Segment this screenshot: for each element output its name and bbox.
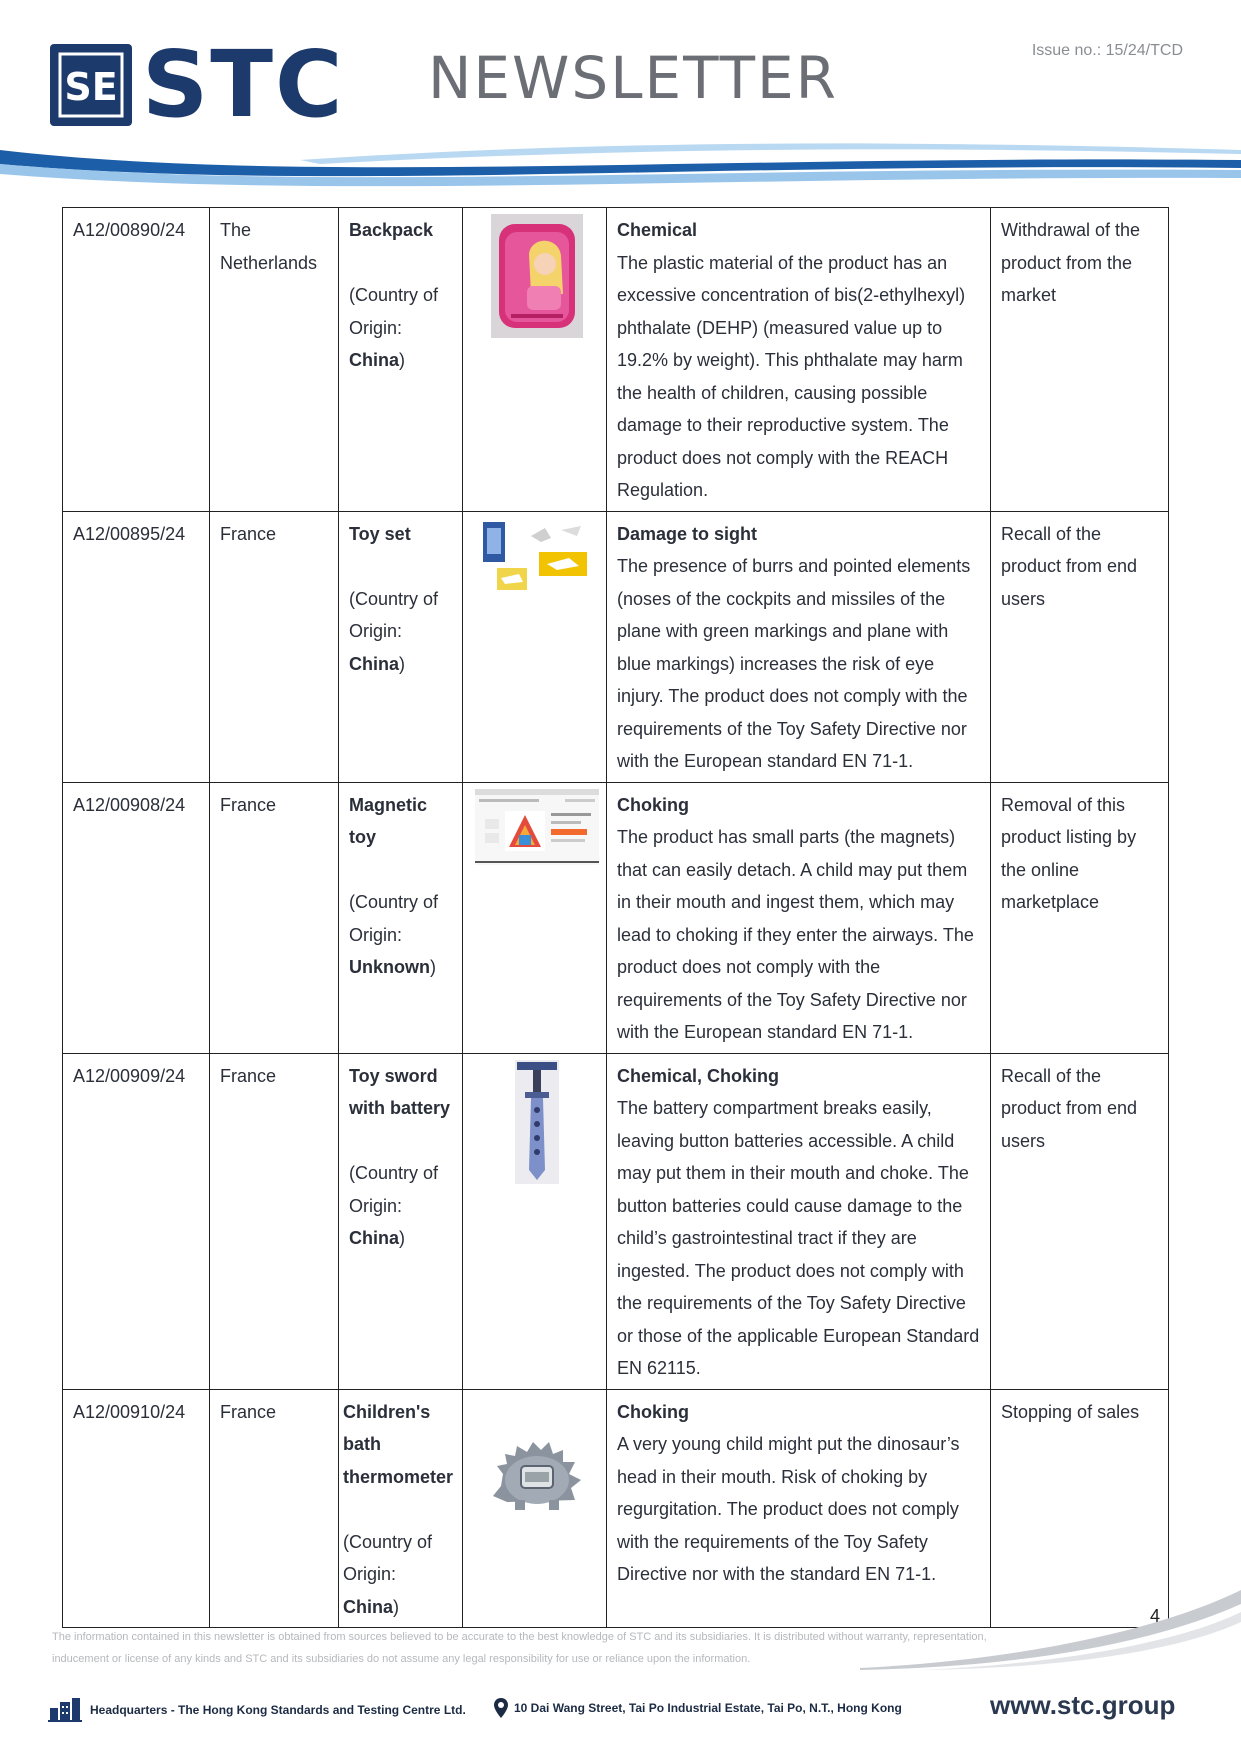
- product-image-cell: [463, 1389, 607, 1628]
- product-cell: [339, 1053, 463, 1389]
- table-row: [63, 511, 1169, 782]
- origin-suffix: ): [430, 957, 436, 977]
- hazard-description: The battery compartment breaks easily, leaving button batteries accessible. A child may put them in their mouth and choke. The button batteries could cause damage to the child’s gastrointestinal tract if they are ingested. The product does not comply with the requirements of the Toy Safety Directive or those of the applicable European Standard EN 62115.: [617, 1098, 980, 1378]
- measure-taken: Withdrawal of the product from the market: [991, 208, 1169, 512]
- notification-number: A12/00895/24: [63, 511, 210, 782]
- hazard-type: Chemical: [617, 220, 698, 240]
- measure-taken: Recall of the product from end users: [991, 511, 1169, 782]
- product-cell: [339, 511, 463, 782]
- origin-suffix: ): [393, 1596, 400, 1617]
- notifying-country: France: [210, 782, 339, 1053]
- notification-number: A12/00890/24: [63, 208, 210, 512]
- hazard-description: The product has small parts (the magnets) that can easily detach. A child may put them in their mouth and ingest them, which may lead to choking if they enter the airways. The product does not comply with the requirements of the Toy Safety Directive nor with the European standard EN 71-1.: [617, 827, 974, 1042]
- product-image-cell: [463, 782, 607, 1053]
- product-image-cell: [463, 511, 607, 782]
- origin-country: China: [349, 653, 400, 674]
- hazard-type: Choking: [617, 1401, 689, 1422]
- origin-suffix: ): [399, 653, 406, 674]
- notification-number: A12/00908/24: [63, 782, 210, 1053]
- origin-prefix: (Country of Origin:: [349, 1163, 439, 1216]
- product-name: Toy sword with battery: [349, 1065, 451, 1118]
- measure-taken: Stopping of sales: [991, 1389, 1169, 1628]
- publication-title: NEWSLETTER: [428, 44, 838, 112]
- origin-prefix: (Country of Origin:: [349, 892, 439, 945]
- page-number: 4: [1150, 1606, 1161, 1626]
- table-row: [63, 782, 1169, 1053]
- hazard-description: A very young child might put the dinosaur’s head in their mouth. Risk of choking by regurgitation. The product does not comply with the requirements of the Toy Safety Directive nor with the standard EN 71-1.: [617, 1434, 960, 1584]
- product-name: Backpack: [349, 220, 434, 240]
- notification-number: A12/00910/24: [63, 1389, 210, 1628]
- online-listing-screenshot-icon: [475, 789, 599, 865]
- hazard-description: The plastic material of the product has an excessive concentration of bis(2-ethylhexyl) phthalate (DEHP) (measured value up to 19.2% by weight). This phthalate may harm the health of children, causing possible damage to their reproductive system. The product does not comply with the REACH Regulation.: [617, 252, 966, 500]
- header-swoosh-decoration: [0, 130, 1241, 200]
- hazard-description: The presence of burrs and pointed elements (noses of the cockpits and missiles of the plane with green markings and plane with blue markings) increases the risk of eye injury. The product does not comply with the requirements of the Toy Safety Directive nor with the European standard EN 71-1.: [617, 556, 971, 771]
- origin-suffix: ): [399, 350, 406, 370]
- notifying-country: The Netherlands: [210, 208, 339, 512]
- notification-number: A12/00909/24: [63, 1053, 210, 1389]
- toy-plane-set-photo-icon: [479, 518, 595, 598]
- product-cell: [339, 1389, 463, 1628]
- recall-table: [62, 207, 1169, 1628]
- building-icon: [48, 1698, 82, 1722]
- address-text: 10 Dai Wang Street, Tai Po Industrial Estate, Tai Po, N.T., Hong Kong: [514, 1701, 902, 1715]
- product-image-cell: [463, 208, 607, 512]
- website-link[interactable]: www.stc.group: [990, 1690, 1176, 1720]
- origin-prefix: (Country of Origin:: [343, 1531, 433, 1584]
- origin-country: China: [349, 350, 400, 370]
- hazard-type: Damage to sight: [617, 523, 758, 544]
- stc-logo-mark-icon: [50, 44, 132, 126]
- measure-taken: Recall of the product from end users: [991, 1053, 1169, 1389]
- origin-prefix: (Country of Origin:: [349, 285, 439, 338]
- origin-prefix: (Country of Origin:: [349, 588, 439, 641]
- disclaimer-text: The information contained in this newsletter is obtained from sources believed to be accurate to the best knowledge of STC and its subsidiaries. It is distributed without warranty, representation, inducement or license of any kinds and STC and its subsidiaries do not assume any legal responsibility for use or reliance upon the information.: [52, 1631, 987, 1665]
- product-cell: [339, 208, 463, 512]
- notifying-country: France: [210, 511, 339, 782]
- headquarters-text: Headquarters - The Hong Kong Standards and Testing Centre Ltd.: [90, 1703, 466, 1717]
- notifying-country: France: [210, 1053, 339, 1389]
- product-cell: [339, 782, 463, 1053]
- product-name: Toy set: [349, 523, 411, 544]
- headquarters-label: [48, 1698, 466, 1722]
- table-row: [63, 208, 1169, 512]
- product-name: Magnetic toy: [349, 794, 428, 847]
- product-image-cell: [463, 1053, 607, 1389]
- page-header: [0, 0, 1241, 200]
- pink-backpack-photo-icon: [491, 214, 583, 338]
- hazard-cell: [607, 511, 991, 782]
- toy-sword-photo-icon: [515, 1060, 559, 1184]
- product-name: Children's bath thermometer: [343, 1401, 454, 1487]
- address-label: [494, 1698, 902, 1718]
- origin-country: China: [343, 1596, 394, 1617]
- issue-number: Issue no.: 15/24/TCD: [1031, 42, 1183, 59]
- table-row: [63, 1053, 1169, 1389]
- svg-text:SE: SE: [64, 65, 118, 109]
- hazard-cell: [607, 782, 991, 1053]
- hazard-cell: [607, 1053, 991, 1389]
- origin-country: China: [349, 1228, 400, 1248]
- origin-suffix: ): [399, 1228, 406, 1248]
- dinosaur-thermometer-photo-icon: [487, 1430, 587, 1514]
- location-pin-icon: [494, 1698, 508, 1718]
- hazard-type: Choking: [617, 794, 689, 815]
- logo-wordmark: STC: [142, 31, 345, 138]
- notifying-country: France: [210, 1389, 339, 1628]
- hazard-cell: [607, 208, 991, 512]
- origin-country: Unknown: [349, 957, 430, 977]
- stc-logo: [50, 31, 345, 138]
- hazard-type: Chemical, Choking: [617, 1065, 780, 1086]
- measure-taken: Removal of this product listing by the online marketplace: [991, 782, 1169, 1053]
